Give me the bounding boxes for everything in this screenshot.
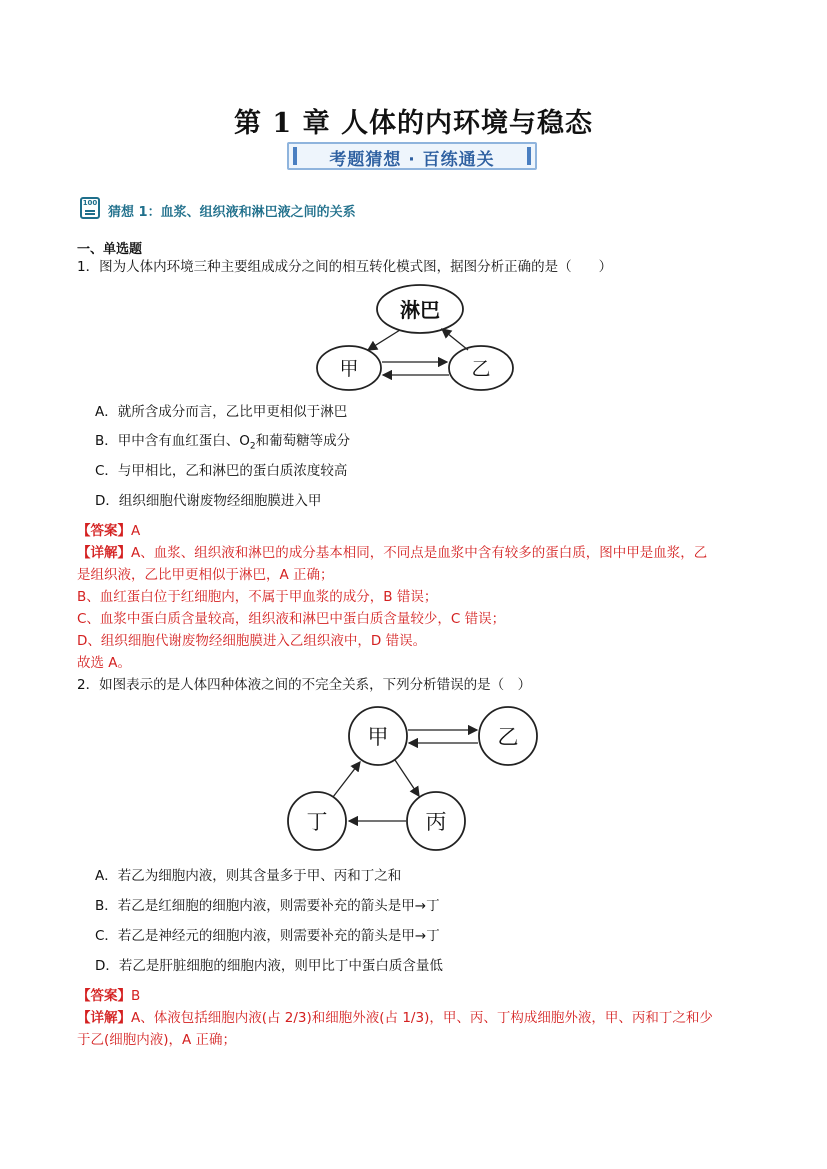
yi-text: 乙	[497, 725, 519, 749]
q1-diagram	[310, 282, 520, 392]
q1-detail-tag: 【详解】	[77, 545, 131, 561]
q1-option-b-rest: 和葡萄糖等成分	[255, 433, 351, 449]
bing-text: 丙	[425, 810, 447, 834]
arrow-yi-to-lymph	[442, 329, 468, 350]
arrow-ding-to-jia	[333, 762, 360, 797]
chapter-title: 第 1 章 人体的内环境与稳态	[234, 108, 593, 139]
q2-detail-line-1: 于乙(细胞内液)，A 正确；	[77, 1032, 237, 1048]
q1-option-c: C．与甲相比，乙和淋巴的蛋白质浓度较高	[95, 463, 348, 479]
q1-answer	[77, 519, 140, 539]
q2-option-a: A．若乙为细胞内液，则其含量多于甲、丙和丁之和	[95, 868, 402, 884]
q1-answer-value: A	[131, 523, 141, 539]
q2-diagram	[283, 700, 543, 860]
q1-answer-tag: 【答案】	[77, 523, 131, 539]
section-label: 一、单选题	[77, 242, 143, 257]
q2-option-c: C．若乙是神经元的细胞内液，则需要补充的箭头是甲→丁	[95, 928, 440, 944]
q1-detail-line-1: 是组织液，乙比甲更相似于淋巴，A 正确；	[77, 567, 334, 583]
q2-answer-tag: 【答案】	[77, 988, 131, 1004]
q1-detail-line-0: A、血浆、组织液和淋巴的成分基本相同，不同点是血浆中含有较多的蛋白质，图中甲是血浆，乙	[131, 545, 708, 561]
jia-text: 甲	[367, 725, 389, 749]
yi-label: 乙	[471, 358, 491, 380]
q1-option-b-sub: 2	[249, 441, 256, 452]
ding-text: 丁	[306, 810, 328, 834]
q2-detail-tag: 【详解】	[77, 1010, 131, 1026]
jia-label: 甲	[339, 358, 359, 380]
q1-detail-line-2: B、血红蛋白位于红细胞内，不属于甲血浆的成分，B 错误；	[77, 589, 438, 605]
q1-detail-line-4: D、组织细胞代谢废物经细胞膜进入乙组织液中，D 错误。	[77, 633, 427, 649]
q1-detail-line-3: C、血浆中蛋白质含量较高，组织液和淋巴中蛋白质含量较少，C 错误；	[77, 611, 506, 627]
q1-option-b-text: B．甲中含有血红蛋白、O	[95, 433, 250, 449]
q2-option-d: D．若乙是肝脏细胞的细胞内液，则甲比丁中蛋白质含量低	[95, 958, 443, 974]
score-board-icon-text: 100	[82, 199, 98, 207]
arrow-jia-to-bing	[395, 760, 419, 796]
lymph-label: 淋巴	[400, 298, 440, 322]
q1-stem: 1．图为人体内环境三种主要组成成分之间的相互转化模式图，据图分析正确的是（ ）	[77, 259, 613, 275]
q1-detail-line	[77, 541, 707, 561]
q2-detail-line	[77, 1006, 713, 1026]
q1-option-a: A．就所含成分而言，乙比甲更相似于淋巴	[95, 404, 348, 420]
q2-answer	[77, 984, 140, 1004]
q1-detail-line-5: 故选 A。	[77, 655, 132, 671]
q2-option-b: B．若乙是红细胞的细胞内液，则需要补充的箭头是甲→丁	[95, 898, 440, 914]
section-banner	[287, 142, 537, 170]
banner-text: 考题猜想 · 百练通关	[329, 150, 495, 170]
score-board-icon	[80, 197, 100, 219]
q1-option-b	[95, 429, 350, 452]
q2-detail-line-0: A、体液包括细胞内液(占 2/3)和细胞外液(占 1/3)，甲、丙、丁构成细胞外液，甲、丙和丁之和少	[131, 1010, 713, 1026]
guess-title: 猜想 1：血浆、组织液和淋巴液之间的关系	[108, 205, 356, 220]
q1-option-d: D．组织细胞代谢废物经细胞膜进入甲	[95, 493, 322, 509]
q2-answer-value: B	[131, 988, 141, 1004]
q2-stem: 2．如图表示的是人体四种体液之间的不完全关系，下列分析错误的是（ ）	[77, 677, 532, 693]
arrow-lymph-to-jia	[368, 330, 400, 350]
